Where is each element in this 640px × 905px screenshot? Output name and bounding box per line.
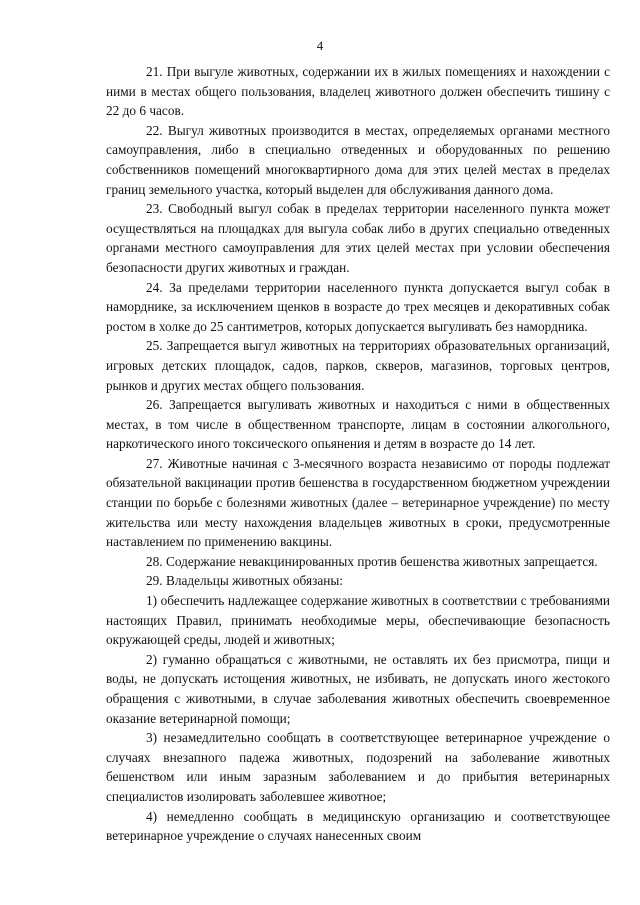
paragraph-21: 21. При выгуле животных, содержании их в жилых помещениях и нахождении с ними в местах общего пользования, владелец животного должен обеспечить тишину с 22 до 6 часов. [106,64,610,119]
paragraph-22: 22. Выгул животных производится в местах, определяемых органами местного самоуправления, либо в специально отведенных и оборудованных по решению собственников помещений многоквартирного дома для этих целей местах в пределах границ земельного участка, который выделен для обслуживания данного дома. [106,122,610,197]
paragraph-28: 28. Содержание невакцинированных против бешенства животных запрещается. [146,553,598,569]
paragraph-24: 24. За пределами территории населенного пункта допускается выгул собак в наморднике, за исключением щенков в возрасте до трех месяцев и декоративных собак ростом в холке до 25 сантиметров, которых допускается выгуливать без намордника. [106,279,610,334]
list-item-3: 3) незамедлительно сообщать в соответствующее ветеринарное учреждение о случаях внезапного падежа животных, подозрений на заболевание животных бешенством или иным заразным заболеванием и до прибытия ветеринарных специалистов изолировать заболевшее животное; [106,730,610,804]
list-item-2: 2) гуманно обращаться с животными, не оставлять их без присмотра, пищи и воды, не допускать истощения животных, не избивать, не допускать иного жестокого обращения с животными, в случае заболевания животных обеспечить своевременное оказание ветеринарной помощи; [106,651,610,726]
paragraph-23: 23. Свободный выгул собак в пределах территории населенного пункта может осуществляться на площадках для выгула собак либо в других специально отведенных органами местного самоуправления для этих целей местах при условии обеспечения безопасности других животных и граждан. [106,201,610,275]
paragraph-25: 25. Запрещается выгул животных на территориях образовательных организаций, игровых детских площадок, садов, парков, скверов, магазинов, торговых центров, рынков и других местах общего пользования. [106,338,610,393]
list-item-4: 4) немедленно сообщать в медицинскую организацию и соответствующее ветеринарное учреждение о случаях нанесенных своим [106,808,610,844]
paragraph-27: 27. Животные начиная с 3-месячного возраста независимо от породы подлежат обязательной вакцинации против бешенства в государственном бюджетном учреждении станции по борьбе с болезнями животных (далее – ветеринарное учреждение) по месту жительства или месту нахождения владельцев животных в сроки, предусмотренные наставлением по применению вакцины. [106,455,610,550]
paragraph-29: 29. Владельцы животных обязаны: [146,573,343,589]
document-body [106,62,610,846]
paragraph-26: 26. Запрещается выгуливать животных и находиться с ними в общественных местах, в том числе в общественном транспорте, лицам в состоянии алкогольного, наркотического иного токсического опьянения и детям в возрасте до 14 лет. [106,397,610,452]
list-item-1: 1) обеспечить надлежащее содержание животных в соответствии с требованиями настоящих Правил, принимать необходимые меры, обеспечивающие безопасность окружающей среды, людей и животных; [106,593,610,648]
page-number: 4 [316,38,324,53]
